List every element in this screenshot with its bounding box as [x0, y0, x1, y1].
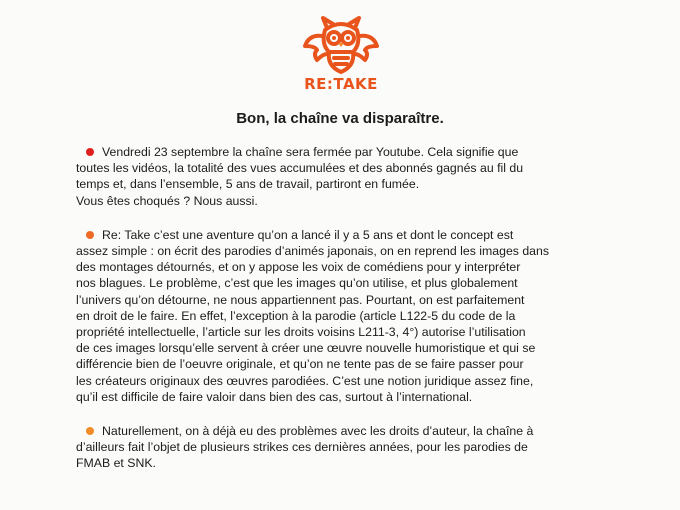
- paragraph-line: d’ailleurs fait l’objet de plusieurs strikes ces dernières années, pour les parodies de: [76, 440, 528, 455]
- paragraph-1: [76, 144, 616, 209]
- paragraph-line: Re: Take c’est une aventure qu’on a lancé il y a 5 ans et dont le concept est: [76, 227, 616, 243]
- headline: Bon, la chaîne va disparaître.: [236, 110, 444, 127]
- paragraph-line: qu’il est difficile de faire valoir dans bien des cas, surtout à l’international.: [76, 389, 473, 404]
- paragraph-line: en droit de le faire. En effet, l’exception à la parodie (article L122-5 du code de la: [76, 308, 516, 323]
- bullet-icon: [86, 427, 94, 435]
- paragraph-line: Naturellement, on à déjà eu des problèmes avec les droits d’auteur, la chaîne à: [76, 423, 616, 439]
- paragraph-3: [76, 423, 616, 472]
- paragraph-line: l’univers qu’on détourne, ne nous appartiennent pas. Pourtant, on est parfaitement: [76, 292, 525, 307]
- bullet-icon: [86, 148, 94, 156]
- logo-text: RE:TAKE: [304, 75, 378, 93]
- paragraph-2: [76, 227, 616, 405]
- paragraph-line: Vendredi 23 septembre la chaîne sera fermée par Youtube. Cela signifie que: [76, 144, 616, 160]
- paragraph-line: FMAB et SNK.: [76, 456, 156, 471]
- paragraph-line: des montages détournés, et on y appose les voix de comédiens pour y interpréter: [76, 260, 521, 275]
- bullet-icon: [86, 231, 94, 239]
- logo: [298, 14, 384, 98]
- paragraph-line: toutes les vidéos, la totalité des vues accumulées et des abonnés gagnés au fil du: [76, 161, 524, 176]
- paragraph-line: propriété intellectuelle, l’article sur les droits voisins L211-3, 4°) autorise l’utilisation: [76, 325, 526, 340]
- paragraph-line: nos blagues. Le problème, c’est que les images qu’on utilise, et plus globalement: [76, 276, 518, 291]
- paragraph-line: différencie bien de l’oeuvre originale, et qu’on ne tente pas de se faire passer pour: [76, 357, 524, 372]
- owl-icon: [303, 14, 379, 78]
- paragraph-line: assez simple : on écrit des parodies d’animés japonais, on en reprend les images dans: [76, 244, 550, 259]
- paragraph-line: Vous êtes choqués ? Nous aussi.: [76, 193, 258, 208]
- article-body: [76, 144, 616, 490]
- paragraph-line: de ces images lorsqu’elle servent à créer une œuvre nouvelle humoristique et qui se: [76, 341, 536, 356]
- paragraph-line: les créateurs originaux des œuvres parodiées. C’est une notion juridique assez fine,: [76, 373, 534, 388]
- paragraph-line: temps et, dans l’ensemble, 5 ans de travail, partiront en fumée.: [76, 177, 420, 192]
